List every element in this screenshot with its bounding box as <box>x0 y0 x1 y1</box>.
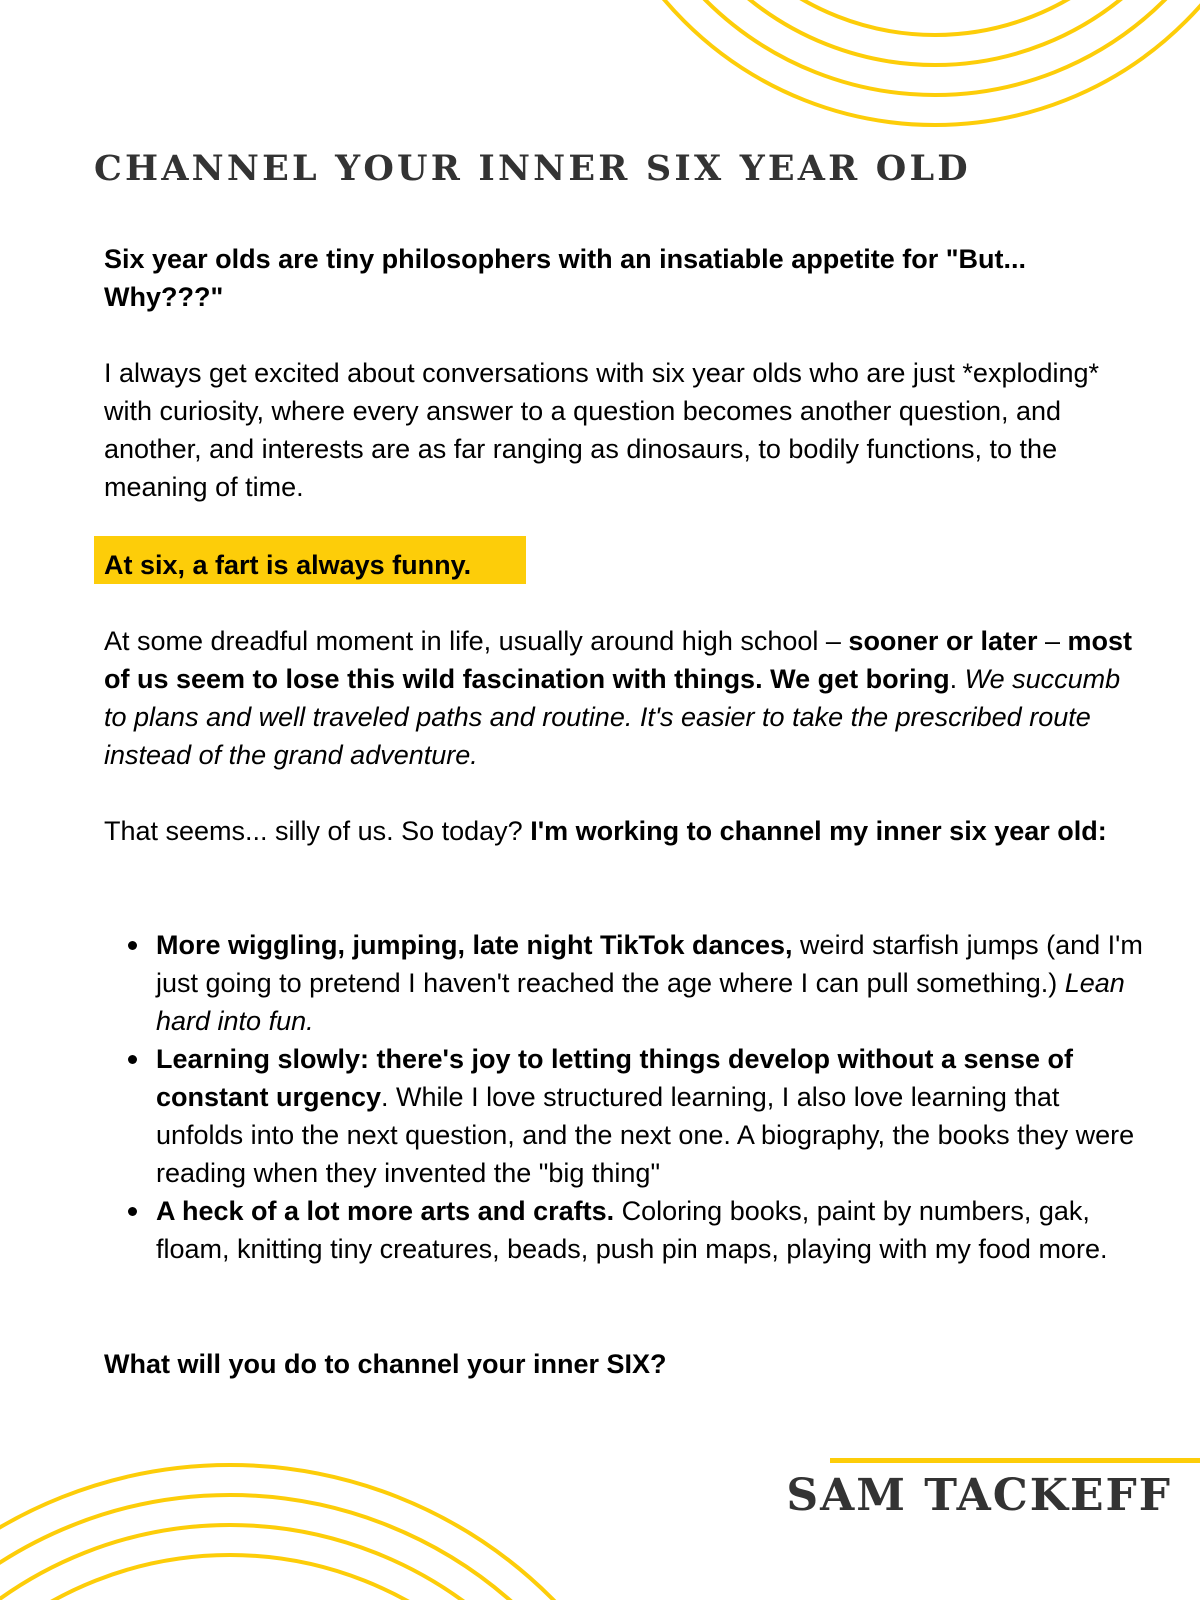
author-divider <box>830 1458 1200 1463</box>
paragraph-boring-part1: At some dreadful moment in life, usually around high school – <box>104 626 849 656</box>
author-name: SAM TACKEFF <box>786 1470 1172 1521</box>
bullet-dot-icon <box>128 1207 137 1216</box>
list-item-bold: A heck of a lot more arts and crafts. <box>156 1196 615 1226</box>
list-item-text: Coloring books, paint by numbers, gak, floam, knitting tiny creatures, beads, push pin maps, playing with my food more. <box>156 1196 1108 1264</box>
paragraph-boring-bold2: most of us seem to lose this wild fascination with things. We get boring <box>104 626 1133 694</box>
bullet-dot-icon <box>128 1055 137 1064</box>
intro-text: Six year olds are tiny philosophers with an insatiable appetite for "But... Why???" <box>104 244 1026 312</box>
list-item-bold: Learning slowly: there's joy to letting things develop without a sense of constant urgency <box>156 1044 1074 1112</box>
top-arc-decoration <box>0 0 1200 140</box>
paragraph-boring-bold1: sooner or later <box>848 626 1038 656</box>
bullet-dot-icon <box>128 941 137 950</box>
intro-section <box>104 240 1144 506</box>
paragraph-boring-part3: . <box>949 664 965 694</box>
paragraph-boring-italic: We succumb to plans and well traveled paths and routine. It's easier to take the prescribed route instead of the grand adventure. <box>104 664 1121 770</box>
paragraph-channel-bold: I'm working to channel my inner six year old: <box>530 816 1107 846</box>
list-item-italic: Lean hard into fun. <box>156 968 1125 1036</box>
paragraph-curiosity: I always get excited about conversations with six year olds who are just *exploding* with curiosity, where every answer to a question becomes another question, and another, and interests are as far ranging as dinosaurs, to bodily functions, to the meaning of time. <box>104 358 1100 502</box>
list-item-bold: More wiggling, jumping, late night TikTok dances, <box>156 930 793 960</box>
page-title: CHANNEL YOUR INNER SIX YEAR OLD <box>94 148 971 189</box>
list-item <box>104 1192 1144 1268</box>
list-item <box>104 1040 1144 1192</box>
paragraph-channel-part1: That seems... silly of us. So today? <box>104 816 531 846</box>
list-item-text: weird starfish jumps (and I'm just going to pretend I haven't reached the age where I can pull something.) <box>156 930 1143 998</box>
list-item <box>104 926 1144 1040</box>
body-section <box>104 622 1144 850</box>
list-item-text: . While I love structured learning, I also love learning that unfolds into the next question, and the next one. A biography, the books they were reading when they invented the "big thing" <box>156 1082 1135 1188</box>
bullet-list <box>104 926 1144 1268</box>
paragraph-channel <box>104 812 1144 850</box>
paragraph-boring-part2: – <box>1037 626 1068 656</box>
paragraph-boring <box>104 622 1144 774</box>
highlight-text: At six, a fart is always funny. <box>104 550 472 580</box>
closing-question: What will you do to channel your inner SIX? <box>104 1349 667 1379</box>
